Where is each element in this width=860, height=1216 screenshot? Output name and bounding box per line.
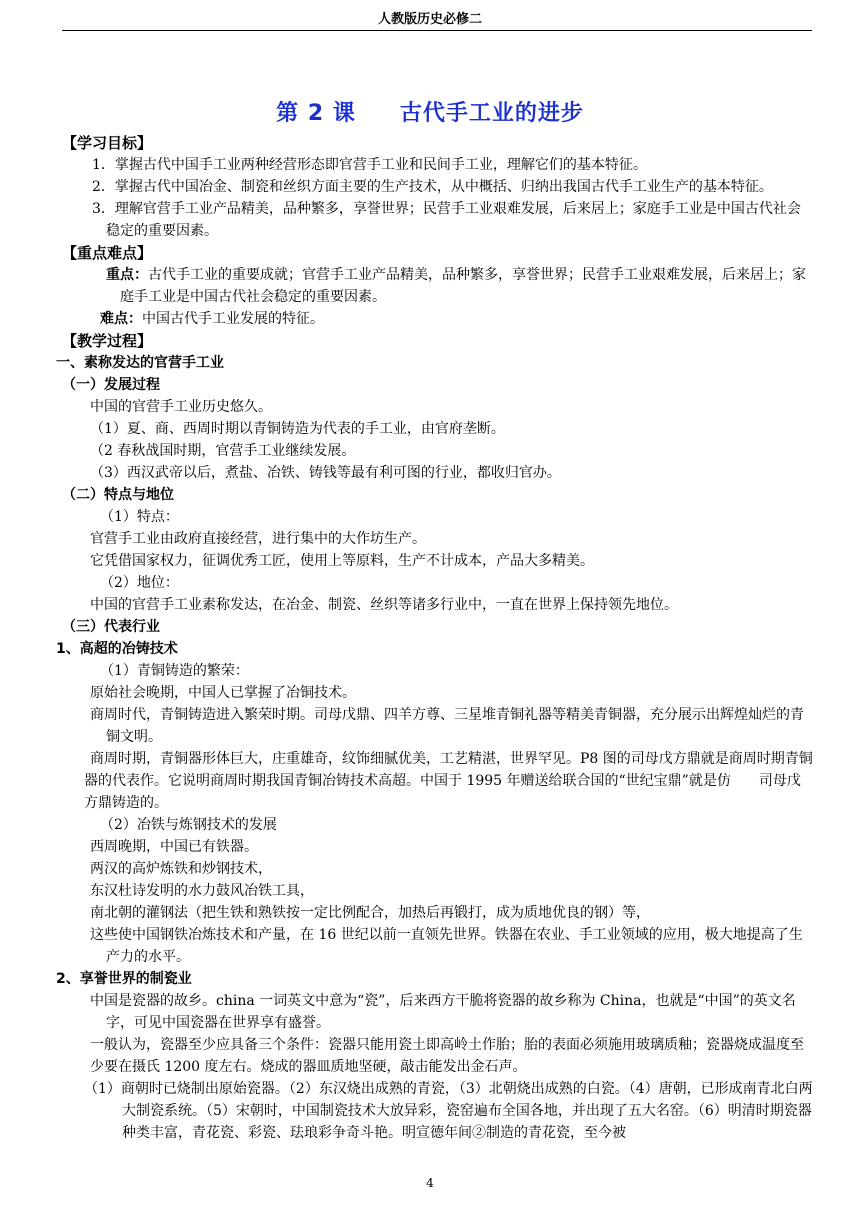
running-header: 人教版历史必修二 <box>377 12 482 27</box>
difficulty-paragraph <box>62 308 814 330</box>
body-paragraph: 一般认为，瓷器至少应具备三个条件：瓷器只能用瓷土即高岭土作胎；胎的表面必须施用玻璃质釉；瓷器烧成温度至少要在摄氏 1200 度左右。烧成的器皿质地坚硬，敲击能发出金石声。 <box>90 1037 804 1075</box>
goal-item: 3．理解官营手工业产品精美，品种繁多，享誉世界；民营手工业艰难发展，后来居上；家庭手工业是中国古代社会稳定的重要因素。 <box>92 201 801 239</box>
body-line: （1）特点： <box>100 509 179 525</box>
page-number: 4 <box>426 1176 434 1190</box>
lesson-number: 第 2 课 <box>276 101 356 126</box>
key-point-paragraph <box>62 264 814 308</box>
subsection-heading: （三）代表行业 <box>62 619 160 635</box>
key-label: 重点： <box>106 267 148 283</box>
body-line: 东汉杜诗发明的水力鼓风冶铁工具， <box>90 883 314 899</box>
subsection-heading: （二）特点与地位 <box>62 487 174 503</box>
body-line: 南北朝的灌钢法（把生铁和熟铁按一定比例配合，加热后再锻打，成为质地优良的钢）等， <box>90 905 650 921</box>
body-line: （2）地位： <box>100 575 179 591</box>
lesson-name: 古代手工业的进步 <box>399 101 584 126</box>
body-line: 中国的官营手工业历史悠久。 <box>90 399 272 415</box>
body-line: （1）夏、商、西周时期以青铜铸造为代表的手工业，由官府垄断。 <box>90 421 505 437</box>
learning-goals-heading: 【学习目标】 <box>62 134 153 152</box>
document-body <box>56 132 814 1144</box>
body-line: （2 春秋战国时期，官营手工业继续发展。 <box>90 443 356 459</box>
goal-item: 2．掌握古代中国冶金、制瓷和丝织方面主要的生产技术，从中概括、归纳出我国古代手工业生产的基本特征。 <box>92 179 773 195</box>
body-line: 原始社会晚期，中国人已掌握了冶铜技术。 <box>90 685 356 701</box>
body-line: 中国的官营手工业素称发达，在冶金、制瓷、丝织等诸多行业中，一直在世界上保持领先地位。 <box>90 597 678 613</box>
subsection-heading: （一）发展过程 <box>62 377 160 393</box>
body-paragraph: 商周时期，青铜器形体巨大，庄重雄奇，纹饰细腻优美，工艺精湛，世界罕见。P8 图的司母戊方鼎就是商周时期青铜器的代表作。它说明商周时期我国青铜冶铸技术高超。中国于 1995 年赠送给联合国的“世纪宝鼎”就是仿 司母戊方鼎铸造的。 <box>84 751 813 811</box>
body-line: 西周晚期，中国已有铁器。 <box>90 839 258 855</box>
body-line: （3）西汉武帝以后，煮盐、冶铁、铸钱等最有利可图的行业，都收归官办。 <box>90 465 561 481</box>
body-paragraph: 中国是瓷器的故乡。china 一词英文中意为“瓷”，后来西方干脆将瓷器的故乡称为 China，也就是“中国”的英文名字，可见中国瓷器在世界享有盛誉。 <box>90 993 796 1031</box>
section-heading: 一、素称发达的官营手工业 <box>56 355 224 371</box>
difficulty-text: 中国古代手工业发展的特征。 <box>142 311 324 327</box>
header-divider <box>62 30 812 31</box>
body-paragraph: （1）商朝时已烧制出原始瓷器。（2）东汉烧出成熟的青瓷，（3）北朝烧出成熟的白瓷。（4）唐朝，已形成南青北白两大制瓷系统。（5）宋朝时，中国制瓷技术大放异彩，瓷窑遍布全国各地，并出现了五大名窑。（6）明清时期瓷器种类丰富，青花瓷、彩瓷、珐琅彩争奇斗艳。明宣德年间②制造的青花瓷，至今被 <box>84 1081 813 1141</box>
teaching-process-heading: 【教学过程】 <box>62 332 153 350</box>
industry-heading: 1、高超的冶铸技术 <box>56 641 178 657</box>
body-line: 官营手工业由政府直接经营，进行集中的大作坊生产。 <box>90 531 426 547</box>
goal-item: 1．掌握古代中国手工业两种经营形态即官营手工业和民间手工业，理解它们的基本特征。 <box>92 157 647 173</box>
body-line: 两汉的高炉炼铁和炒钢技术， <box>90 861 272 877</box>
body-line: （1）青铜铸造的繁荣： <box>100 663 249 679</box>
body-line: 它凭借国家权力，征调优秀工匠，使用上等原料，生产不计成本，产品大多精美。 <box>90 553 594 569</box>
body-paragraph: 这些使中国钢铁冶炼技术和产量，在 16 世纪以前一直领先世界。铁器在农业、手工业领域的应用，极大地提高了生产力的水平。 <box>90 927 803 965</box>
body-line: （2）冶铁与炼钢技术的发展 <box>100 817 277 833</box>
body-paragraph: 商周时代，青铜铸造进入繁荣时期。司母戊鼎、四羊方尊、三星堆青铜礼器等精美青铜器，充分展示出辉煌灿烂的青铜文明。 <box>90 707 804 745</box>
key-points-heading: 【重点难点】 <box>62 244 153 262</box>
difficulty-label: 难点： <box>100 311 142 327</box>
key-text: 古代手工业的重要成就；官营手工业产品精美，品种繁多，享誉世界；民营手工业艰难发展，后来居上；家庭手工业是中国古代社会稳定的重要因素。 <box>120 267 806 305</box>
lesson-title <box>0 96 860 127</box>
industry-heading: 2、享誉世界的制瓷业 <box>56 971 192 987</box>
